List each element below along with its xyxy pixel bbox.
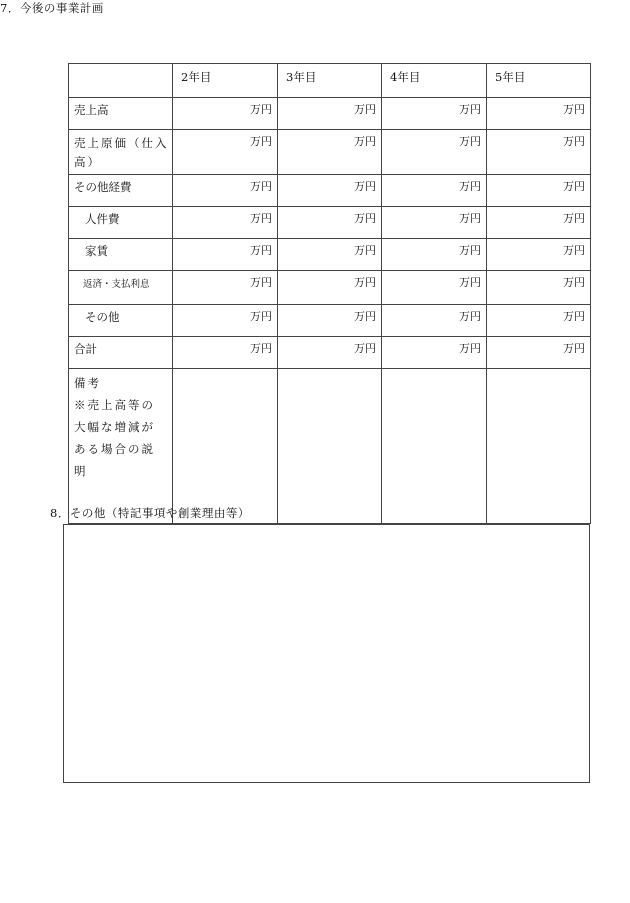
row-label-repayment-interest: 返済・支払利息 <box>69 271 173 305</box>
table-row <box>69 305 591 337</box>
notes-label: 備考 ※売上高等の大幅な増減がある場合の説明 <box>69 369 173 524</box>
other-expenses-year4-input[interactable]: 万円 <box>382 175 487 207</box>
header-empty-cell <box>69 64 173 98</box>
section-8-title: 8．その他（特記事項や創業理由等） <box>50 506 250 520</box>
cost-year2-input[interactable]: 万円 <box>173 130 278 175</box>
notes-year2-input[interactable] <box>173 369 278 524</box>
table-row <box>69 207 591 239</box>
row-label-rent: 家賃 <box>69 239 173 271</box>
year-3-header: 3年目 <box>278 64 382 98</box>
personnel-year3-input[interactable]: 万円 <box>278 207 382 239</box>
rent-year2-input[interactable]: 万円 <box>173 239 278 271</box>
row-label-cost-of-sales: 売上原価（仕入高） <box>69 130 173 175</box>
other-expenses-year3-input[interactable]: 万円 <box>278 175 382 207</box>
table-row <box>69 337 591 369</box>
year-4-header: 4年目 <box>382 64 487 98</box>
row-label-other: その他 <box>69 305 173 337</box>
other-expenses-year2-input[interactable]: 万円 <box>173 175 278 207</box>
section-7-title: 7．今後の事業計画 <box>0 1 104 15</box>
notes-year3-input[interactable] <box>278 369 382 524</box>
other-year3-input[interactable]: 万円 <box>278 305 382 337</box>
repayment-year5-input[interactable]: 万円 <box>487 271 591 305</box>
other-year2-input[interactable]: 万円 <box>173 305 278 337</box>
repayment-year4-input[interactable]: 万円 <box>382 271 487 305</box>
notes-year5-input[interactable] <box>487 369 591 524</box>
business-plan-table <box>68 63 591 524</box>
table-row <box>69 271 591 305</box>
cost-year5-input[interactable]: 万円 <box>487 130 591 175</box>
repayment-year2-input[interactable]: 万円 <box>173 271 278 305</box>
table-row <box>69 130 591 175</box>
total-year5-input[interactable]: 万円 <box>487 337 591 369</box>
table-row-notes <box>69 369 591 524</box>
rent-year4-input[interactable]: 万円 <box>382 239 487 271</box>
other-expenses-year5-input[interactable]: 万円 <box>487 175 591 207</box>
other-year4-input[interactable]: 万円 <box>382 305 487 337</box>
other-notes-textarea[interactable] <box>63 524 590 783</box>
cost-year4-input[interactable]: 万円 <box>382 130 487 175</box>
personnel-year4-input[interactable]: 万円 <box>382 207 487 239</box>
total-year2-input[interactable]: 万円 <box>173 337 278 369</box>
rent-year3-input[interactable]: 万円 <box>278 239 382 271</box>
sales-year5-input[interactable]: 万円 <box>487 98 591 130</box>
notes-year4-input[interactable] <box>382 369 487 524</box>
other-year5-input[interactable]: 万円 <box>487 305 591 337</box>
total-year4-input[interactable]: 万円 <box>382 337 487 369</box>
row-label-total: 合計 <box>69 337 173 369</box>
row-label-personnel: 人件費 <box>69 207 173 239</box>
year-5-header: 5年目 <box>487 64 591 98</box>
sales-year4-input[interactable]: 万円 <box>382 98 487 130</box>
table-row <box>69 175 591 207</box>
sales-year2-input[interactable]: 万円 <box>173 98 278 130</box>
cost-year3-input[interactable]: 万円 <box>278 130 382 175</box>
personnel-year2-input[interactable]: 万円 <box>173 207 278 239</box>
table-row <box>69 239 591 271</box>
table-header-row <box>69 64 591 98</box>
rent-year5-input[interactable]: 万円 <box>487 239 591 271</box>
row-label-sales: 売上高 <box>69 98 173 130</box>
year-2-header: 2年目 <box>173 64 278 98</box>
table-row <box>69 98 591 130</box>
total-year3-input[interactable]: 万円 <box>278 337 382 369</box>
sales-year3-input[interactable]: 万円 <box>278 98 382 130</box>
row-label-other-expenses: その他経費 <box>69 175 173 207</box>
repayment-year3-input[interactable]: 万円 <box>278 271 382 305</box>
personnel-year5-input[interactable]: 万円 <box>487 207 591 239</box>
